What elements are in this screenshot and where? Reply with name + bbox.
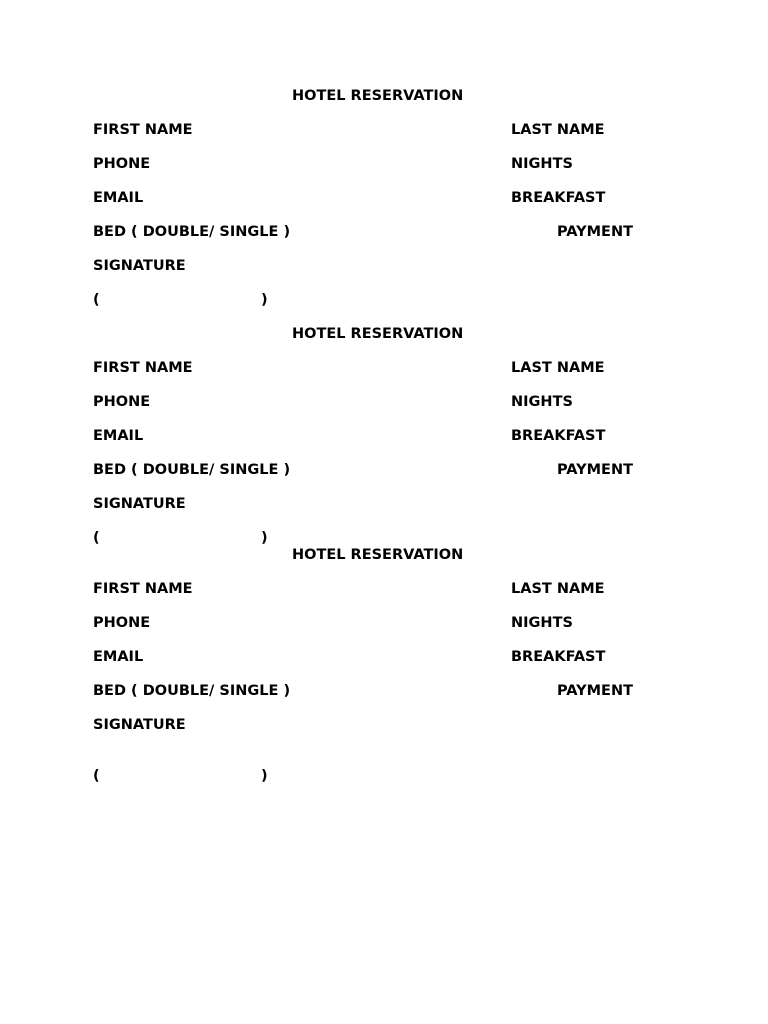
phone-label: PHONE [93,394,151,410]
form-title: HOTEL RESERVATION [292,88,464,104]
nights-label: NIGHTS [511,615,573,631]
email-label: EMAIL [93,428,144,444]
email-label: EMAIL [93,649,144,665]
payment-label: PAYMENT [557,683,633,699]
form-title: HOTEL RESERVATION [292,547,464,563]
phone-label: PHONE [93,615,151,631]
nights-label: NIGHTS [511,394,573,410]
last-name-label: LAST NAME [511,360,605,376]
phone-label: PHONE [93,156,151,172]
nights-label: NIGHTS [511,156,573,172]
signature-label: SIGNATURE [93,717,186,733]
signature-paren-open: ( [93,292,100,308]
breakfast-label: BREAKFAST [511,649,606,665]
first-name-label: FIRST NAME [93,360,193,376]
breakfast-label: BREAKFAST [511,190,606,206]
last-name-label: LAST NAME [511,122,605,138]
first-name-label: FIRST NAME [93,122,193,138]
form-title: HOTEL RESERVATION [292,326,464,342]
signature-paren-close: ) [261,768,268,784]
bed-label: BED ( DOUBLE/ SINGLE ) [93,224,291,240]
signature-paren-close: ) [261,530,268,546]
last-name-label: LAST NAME [511,581,605,597]
payment-label: PAYMENT [557,224,633,240]
signature-label: SIGNATURE [93,496,186,512]
signature-paren-open: ( [93,768,100,784]
signature-paren-open: ( [93,530,100,546]
payment-label: PAYMENT [557,462,633,478]
signature-paren-close: ) [261,292,268,308]
signature-label: SIGNATURE [93,258,186,274]
bed-label: BED ( DOUBLE/ SINGLE ) [93,462,291,478]
first-name-label: FIRST NAME [93,581,193,597]
email-label: EMAIL [93,190,144,206]
bed-label: BED ( DOUBLE/ SINGLE ) [93,683,291,699]
breakfast-label: BREAKFAST [511,428,606,444]
